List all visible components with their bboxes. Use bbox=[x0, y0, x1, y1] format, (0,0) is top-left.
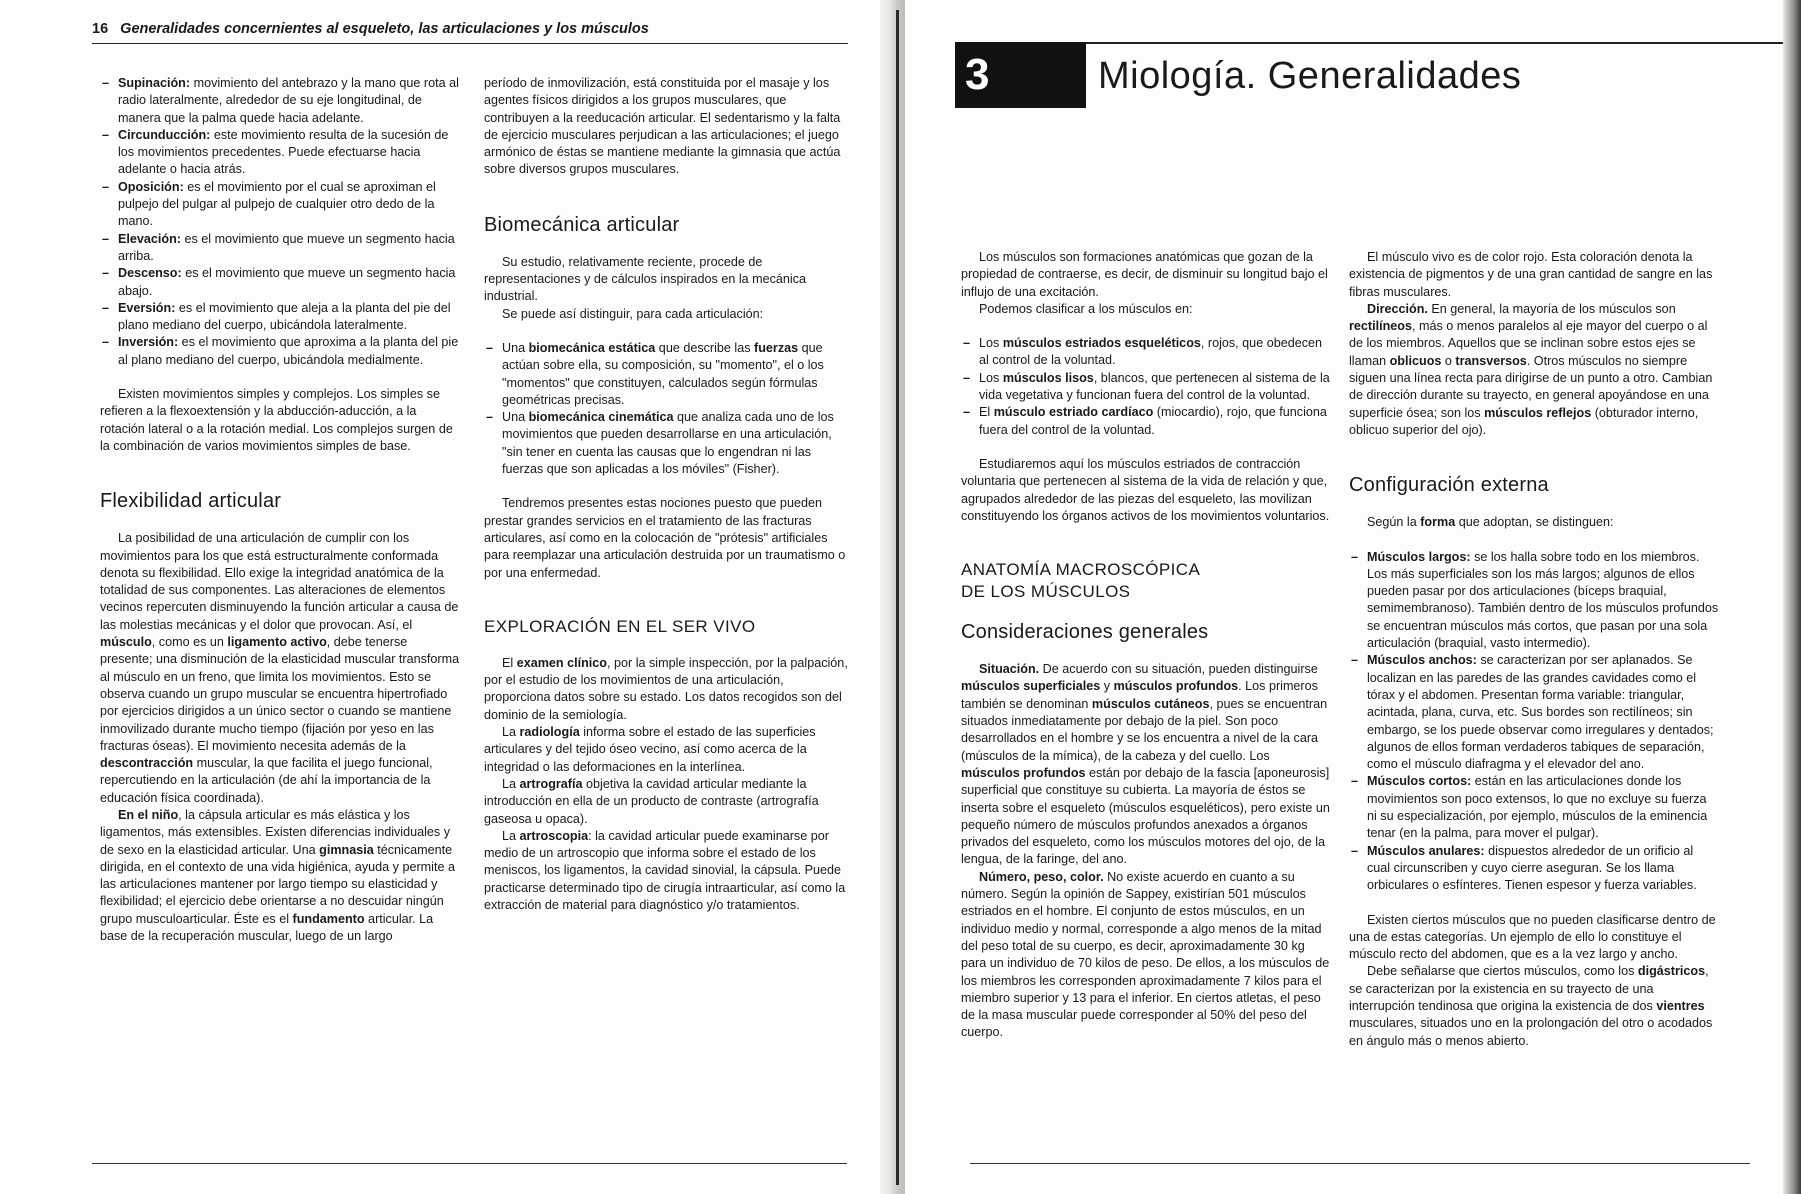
list-item: – Una biomecánica estática que describe las fuerzas que actúan sobre ella, su composición, su "momento", el o los "momentos" que constituyen, calculados según fórmulas geométricas precisas. bbox=[484, 340, 850, 409]
biomechanics-list bbox=[484, 340, 850, 478]
left-column-2 bbox=[484, 75, 850, 914]
right-column-1 bbox=[961, 249, 1331, 1042]
paragraph: Según la forma que adoptan, se distinguen: bbox=[1367, 515, 1614, 530]
page-number: 16 bbox=[92, 21, 109, 37]
paragraph: La artroscopia: la cavidad articular puede examinarse por medio de un artroscopio que informa sobre el estado de los meniscos, los ligamentos, la cavidad sinovial, la cápsula. Puede practicarse determinado tipo de cirugía intraarticular, así como la extracción de material para diagnóstico y/o tratamientos. bbox=[484, 828, 846, 912]
paragraph: Debe señalarse que ciertos músculos, como los digástricos, se caracterizan por la existencia en su trayecto de una interrupción tendinosa que origina la existencia de dos vientres musculares, situados uno en la prolongación del otro o acodados en ángulo más o menos abierto. bbox=[1349, 964, 1713, 1048]
section-heading-biomecanica: Biomecánica articular bbox=[484, 213, 680, 236]
right-page bbox=[905, 0, 1801, 1194]
list-item: – Músculos cortos: están en las articulaciones donde los movimientos son poco extensos, lo que no excluye su fuerza ni su especialización, por ejemplo, músculos de la eminencia tenar (en la palma, para mover el pulgar). bbox=[1349, 773, 1719, 842]
list-item: – Músculos anulares: dispuestos alrededor de un orificio al cual circunscriben y cuyo cierre aseguran. Se los llama orbiculares o esfínteres. Tienen espesor y fuerza variables. bbox=[1349, 843, 1719, 895]
left-page bbox=[0, 0, 880, 1194]
paragraph: La posibilidad de una articulación de cumplir con los movimientos para los que está estructuralmente conformada denota su flexibilidad. Ello exige la integridad anatómica de la totalidad de sus componentes. Las alteraciones de elementos vecinos repercuten disminuyendo la función articular a causa de las molestias mecánicas y el dolor que provocan. Así, el músculo, como es un ligamento activo, debe tenerse presente; una disminución de la elasticidad muscular transforma al músculo en un freno, que limita los movimientos. Esto se observa cuando un grupo muscular se encuentra hipertrofiado por ejercicios dirigidos a un único sector o cuando se mantiene inmovilizado durante mucho tiempo (fijación por yeso en las fracturas óseas). El movimiento necesita además de la descontracción muscular, la que facilita el juego funcional, repercutiendo en la articulación (de ahí la importancia de la educación física coordinada). bbox=[100, 531, 460, 805]
muscle-type-list bbox=[961, 335, 1331, 439]
list-item: – Músculos anchos: se caracterizan por ser aplanados. Se localizan en las paredes de las grandes cavidades como el tórax y el abdomen. Presentan forma variable: triangular, acintada, plana, curva, etc. Sus bordes son rectilíneos; sin embargo, se los puede observar como irregulares y dentados; algunos de ellos forman verdaderos tabiques de separación, como el músculo diafragma y el elevador del ano. bbox=[1349, 652, 1719, 773]
section-heading-flexibilidad: Flexibilidad articular bbox=[100, 490, 282, 513]
paragraph: Situación. De acuerdo con su situación, pueden distinguirse músculos superficiales y músculos profundos. Los primeros también se denominan músculos cutáneos, pues se encuentran situados inmediatamente por debajo de la piel. Son poco desarrollados en el hombre y se los encuentra a nivel de la cara (músculos de la mímica), de la cabeza y del cuello. Los músculos profundos están por debajo de la fascia [aponeurosis] superficial que constituye su cubierta. La mayoría de éstos se inserta sobre el esqueleto (músculos esqueléticos), pero existe un pequeño número de músculos profundos anexados a órganos privados del esqueleto, como los músculos motores del ojo, de la lengua, de la faringe, del ano. bbox=[961, 662, 1330, 867]
left-column-1 bbox=[100, 75, 462, 945]
list-item: – Oposición: es el movimiento por el cual se aproximan el pulpejo del pulgar al pulpejo de cualquier otro dedo de la mano. bbox=[100, 179, 462, 231]
section-heading-anatomia: ANATOMÍA MACROSCÓPICA DE LOS MÚSCULOS bbox=[961, 560, 1201, 602]
paragraph: Tendremos presentes estas nociones puesto que pueden prestar grandes servicios en el tratamiento de las fracturas articulares, así como en la colocación de "prótesis" artificiales para reemplazar una articulación destruida por un traumatismo o por una enfermedad. bbox=[484, 496, 846, 580]
paragraph: Su estudio, relativamente reciente, procede de representaciones y de cálculos inspirados en la mecánica industrial. bbox=[484, 254, 807, 304]
list-item: – Los músculos estriados esqueléticos, rojos, que obedecen al control de la voluntad. bbox=[961, 335, 1331, 370]
paragraph: Podemos clasificar a los músculos en: bbox=[979, 301, 1193, 316]
chapter-title: Miología. Generalidades bbox=[1098, 55, 1522, 97]
paragraph: La radiología informa sobre el estado de las superficies articulares y del tejido óseo vecino, así como acerca de la integridad o las deformaciones en la interlínea. bbox=[484, 725, 816, 774]
paragraph: período de inmovilización, está constituida por el masaje y los agentes físicos dirigidos a los grupos musculares, que contribuyen a la reeducación articular. El sedentarismo y la falta de ejercicio musculares perjudican a las articulaciones; el juego armónico de éstas se mantiene mediante la gimnasia que actúa sobre diversos grupos musculares. bbox=[484, 76, 841, 177]
paragraph: Existen movimientos simples y complejos. Los simples se refieren a la flexoextensión y la abducción-aducción, a la rotación lateral o a la rotación medial. Los complejos surgen de la combinación de varios movimientos simples de base. bbox=[100, 387, 453, 453]
paragraph: El músculo vivo es de color rojo. Esta coloración denota la existencia de pigmentos y de una gran cantidad de sangre en las fibras musculares. bbox=[1349, 250, 1713, 299]
paragraph: Se puede así distinguir, para cada articulación: bbox=[502, 306, 764, 321]
list-item: – El músculo estriado cardíaco (miocardio), rojo, que funciona fuera del control de la voluntad. bbox=[961, 404, 1331, 439]
footer-rule bbox=[970, 1163, 1750, 1164]
paragraph: El examen clínico, por la simple inspección, por la palpación, por el estudio de los movimientos de una articulación, proporciona datos sobre su estado. Los datos recogidos son del dominio de la semiología. bbox=[484, 655, 848, 722]
paragraph: Estudiaremos aquí los músculos estriados de contracción voluntaria que pertenecen al sistema de la vida de relación y que, agrupados alrededor de las piezas del esqueleto, las movilizan constituyendo los órganos activos de los movimientos voluntarios. bbox=[961, 456, 1330, 523]
list-item: – Músculos largos: se los halla sobre todo en los miembros. Los más superficiales son los más largos; algunos de ellos pueden pasar por dos articulaciones (bíceps braquial, semimembranoso). También dentro de los músculos profundos se encuentran músculos más cortos, que pasan por una sola articulación (braquial, vasto intermedio). bbox=[1349, 549, 1719, 653]
right-column-2 bbox=[1349, 249, 1719, 1050]
paragraph: La artrografía objetiva la cavidad articular mediante la introducción en ella de un producto de contraste (artrografía gaseosa u opaca). bbox=[484, 776, 819, 826]
section-heading-consideraciones: Consideraciones generales bbox=[961, 621, 1209, 644]
running-title: Generalidades concernientes al esqueleto, las articulaciones y los músculos bbox=[120, 21, 649, 37]
paragraph: Los músculos son formaciones anatómicas que gozan de la propiedad de contraerse, es decir, de disminuir su longitud bajo el influjo de una excitación. bbox=[961, 250, 1328, 299]
section-heading-exploracion: EXPLORACIÓN EN EL SER VIVO bbox=[484, 616, 756, 636]
list-item: – Eversión: es el movimiento que aleja a la planta del pie del plano mediano del cuerpo, ubicándola lateralmente. bbox=[100, 300, 462, 335]
book-gutter bbox=[880, 0, 905, 1194]
list-item: – Descenso: es el movimiento que mueve un segmento hacia abajo. bbox=[100, 265, 462, 300]
list-item: – Supinación: movimiento del antebrazo y la mano que rota al radio lateralmente, alrededor de su eje longitudinal, de manera que la palma quede hacia adelante. bbox=[100, 75, 462, 127]
chapter-number: 3 bbox=[965, 50, 990, 99]
page-edge-shadow bbox=[1783, 0, 1801, 1194]
list-item: – Circunducción: este movimiento resulta de la sucesión de los movimientos precedentes. Puede efectuarse hacia adelante o hacia atrás. bbox=[100, 127, 462, 179]
footer-rule bbox=[92, 1163, 847, 1164]
binding-shadow bbox=[896, 10, 899, 1185]
muscle-shape-list bbox=[1349, 549, 1719, 895]
running-header bbox=[92, 21, 848, 44]
section-heading-configuracion: Configuración externa bbox=[1349, 474, 1549, 497]
movement-list bbox=[100, 75, 462, 369]
list-item: – Una biomecánica cinemática que analiza cada uno de los movimientos que pueden desarrollarse en una articulación, "sin tener en cuenta las causas que lo engendran ni las fuerzas que son aplicadas a los móviles" (Fisher). bbox=[484, 409, 850, 478]
paragraph: Existen ciertos músculos que no pueden clasificarse dentro de una de estas categorías. Un ejemplo de ello lo constituye el músculo recto del abdomen, que es a la vez largo y ancho. bbox=[1349, 912, 1716, 962]
list-item: – Inversión: es el movimiento que aproxima a la planta del pie al plano mediano del cuerpo, ubicándola medialmente. bbox=[100, 334, 462, 369]
list-item: – Elevación: es el movimiento que mueve un segmento hacia arriba. bbox=[100, 231, 462, 266]
list-item: – Los músculos lisos, blancos, que pertenecen al sistema de la vida vegetativa y funcionan fuera del control de la voluntad. bbox=[961, 370, 1331, 405]
paragraph: Dirección. En general, la mayoría de los músculos son rectilíneos, más o menos paralelos al eje mayor del cuerpo o al de los miembros. Aquellos que se inclinan sobre estos ejes se llaman oblicuos o transversos. Otros músculos no siempre siguen una línea recta para dirigirse de un punto a otro. Cambian de dirección durante su trayecto, en general apoyándose en una superficie ósea; son los músculos reflejos (obturador interno, oblicuo superior del ojo). bbox=[1349, 301, 1713, 437]
paragraph: Número, peso, color. No existe acuerdo en cuanto a su número. Según la opinión de Sappey, existirían 501 músculos estriados en el hombre. El conjunto de estos músculos, en un individuo medio y normal, corresponde a algo menos de la mitad del peso total de su cuerpo, es decir, aproximadamente 30 kg para un individuo de 70 kilos de peso. De ellos, a los músculos de los miembros les corresponden aproximadamente 7 kilos para el miembro superior y 13 para el inferior. En ciertos atletas, el peso de la masa muscular puede corresponder al 50% del peso del cuerpo. bbox=[961, 869, 1330, 1040]
paragraph: En el niño, la cápsula articular es más elástica y los ligamentos, más extensibles. Existen diferencias individuales y de sexo en la elasticidad articular. Una gimnasia técnicamente dirigida, en el contexto de una vida higiénica, ayuda y permite a las articulaciones mantener por largo tiempo su elasticidad y flexibilidad; el ejercicio debe orientarse a no descuidar ningún grupo musculoarticular. Éste es el fundamento articular. La base de la recuperación muscular, luego de un largo bbox=[100, 807, 455, 944]
